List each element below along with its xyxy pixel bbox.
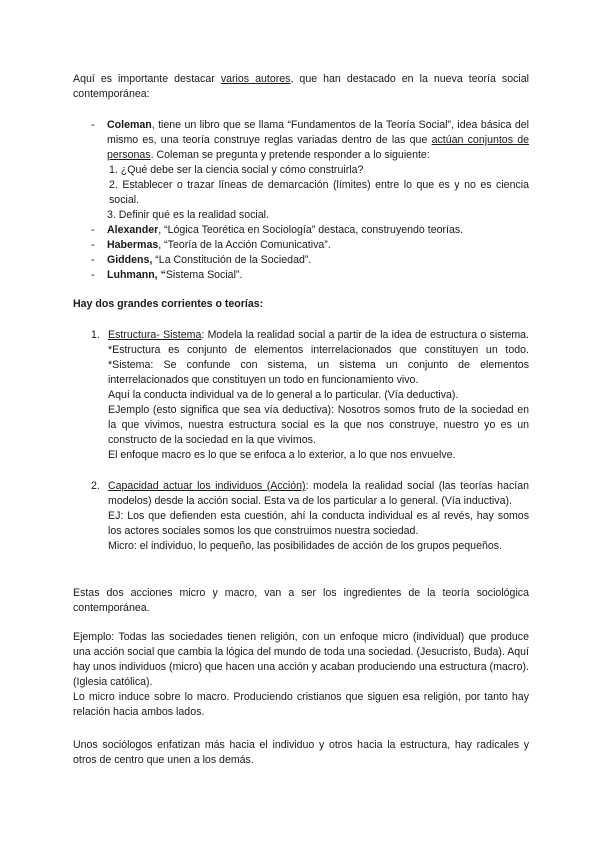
list-item xyxy=(91,118,529,223)
author-description: Sistema Social”. xyxy=(165,269,243,281)
current-description: : modela la realidad social (las teorías hacían modelos) desde la acción social. Esta va de los particular a lo general. (Vía inductiva). xyxy=(108,480,529,507)
intro-text-end: , que han destacado en la nueva teoría social contemporánea: xyxy=(73,73,529,100)
currents-list-1 xyxy=(91,328,529,463)
bullet-dash: - xyxy=(91,254,95,266)
current-line: Aquí la conducta individual va de lo general a lo particular. (Vía deductiva). xyxy=(108,389,459,401)
current-title: Estructura- Sistema xyxy=(108,329,202,341)
author-name: Giddens, xyxy=(107,254,153,266)
author-description: , tiene un libro que se llama “Fundamentos de la Teoría Social”, idea básica del mismo es, una teoría construye reglas variadas dentro de las que xyxy=(107,119,529,146)
paragraph: Ejemplo: Todas las sociedades tienen religión, con un enfoque micro (individual) que produce una acción social que cambia la lógica del mundo de toda una sociedad. (Jesucristo, Buda). Aquí hay unos individuos (micro) que hacen una acción y acaban produciendo una estructura (macro). (Iglesia católica). xyxy=(73,631,529,688)
list-item xyxy=(91,238,529,253)
item-number: 1. xyxy=(91,329,100,341)
author-underlined-text: actúan conjuntos de personas xyxy=(107,134,530,161)
current-line: EJemplo (esto significa que sea vía deductiva): Nosotros somos fruto de la sociedad en la que vivimos, nuestra estructura social es la que nos construye, nuestro yo es un constructo de la sociedad en la que vivimos. xyxy=(108,404,529,446)
question-item: 2. Establecer o trazar líneas de demarcación (límites) entre lo que es y no es ciencia social. xyxy=(109,179,529,206)
author-name: Habermas xyxy=(107,239,159,251)
list-item xyxy=(91,328,529,463)
section-heading xyxy=(73,297,529,312)
authors-list xyxy=(91,118,529,283)
bullet-dash: - xyxy=(91,269,95,281)
intro-underlined-text: varios autores xyxy=(220,73,291,85)
author-description: , “Lógica Teorética en Sociología” destaca, construyendo teorías. xyxy=(158,224,464,236)
intro-text-start: Aquí es importante destacar xyxy=(73,73,221,85)
current-line: Micro: el individuo, lo pequeño, las posibilidades de acción de los grupos pequeños. xyxy=(108,540,502,552)
current-description: : Modela la realidad social a partir de la idea de estructura o sistema. *Estructura es conjunto de elementos interrelacionados que constituyen un todo. *Sistema: Se confunde con sistema, un sistema un conjunto de elementos interrelacionados que constituyen un todo en funcionamiento vivo. xyxy=(108,329,529,386)
current-line: EJ: Los que defienden esta cuestión, ahí la conducta individual es al revés, hay somos los actores sociales somos los que construimos nuestra sociedad. xyxy=(108,510,529,537)
paragraph: Lo micro induce sobre lo macro. Produciendo cristianos que siguen esa religión, por tanto hay relación hacia ambos lados. xyxy=(73,691,529,718)
heading-text: Hay dos grandes corrientes o teorías: xyxy=(73,298,264,310)
paragraph: Estas dos acciones micro y macro, van a ser los ingredientes de la teoría sociológica contemporánea. xyxy=(73,587,529,614)
author-description-end: . Coleman se pregunta y pretende responder a lo siguiente: xyxy=(150,149,430,161)
intro-paragraph xyxy=(73,72,529,102)
author-description: , “Teoría de la Acción Comunicativa”. xyxy=(158,239,331,251)
question-item: 3. Definir qué es la realidad social. xyxy=(107,209,269,221)
list-item xyxy=(91,268,529,283)
bullet-dash: - xyxy=(91,239,95,251)
current-line: El enfoque macro es lo que se enfoca a lo exterior, a lo que nos envuelve. xyxy=(108,449,456,461)
bullet-dash: - xyxy=(91,119,95,131)
list-item xyxy=(91,223,529,238)
currents-list-2 xyxy=(91,479,529,554)
bullet-dash: - xyxy=(91,224,95,236)
question-item: 1. ¿Qué debe ser la ciencia social y cómo construirla? xyxy=(109,164,364,176)
item-number: 2. xyxy=(91,480,100,492)
list-item xyxy=(91,253,529,268)
author-name: Luhmann, “ xyxy=(107,269,166,281)
paragraph: Unos sociólogos enfatizan más hacia el individuo y otros hacia la estructura, hay radicales y otros de centro que unen a los demás. xyxy=(73,739,529,766)
author-name: Alexander xyxy=(107,224,159,236)
current-title: Capacidad actuar los individuos (Acción) xyxy=(108,480,306,492)
author-description: “La Constitución de la Sociedad”. xyxy=(152,254,312,266)
author-name: Coleman xyxy=(107,119,152,131)
list-item xyxy=(91,479,529,554)
